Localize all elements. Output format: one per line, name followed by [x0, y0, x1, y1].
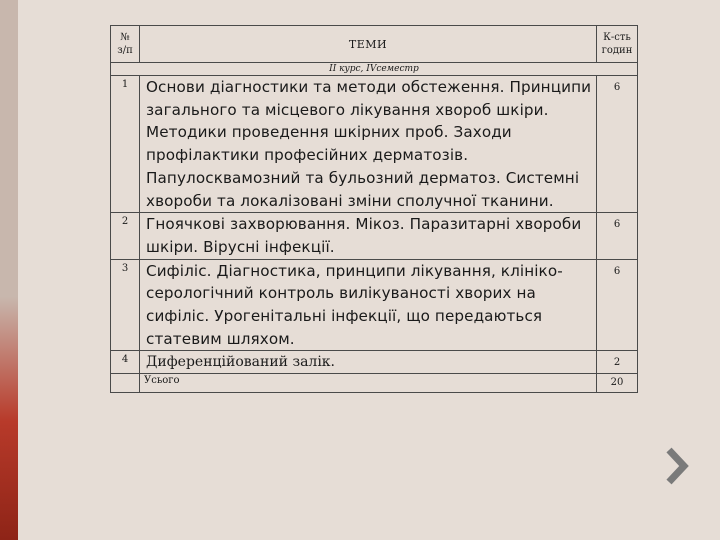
course-semester-label: II курс, IVсеместр — [111, 63, 638, 76]
row-topic: Сифіліс. Діагностика, принципи лікування, клініко-серологічний контроль вилікуваності хворих на сифіліс. Урогенітальні інфекції, що передаються статевим шляхом. — [140, 259, 597, 351]
chevron-right-icon — [664, 446, 690, 486]
header-hours — [597, 26, 638, 63]
row-hours: 6 — [597, 259, 638, 351]
table-row — [111, 351, 638, 374]
table-row — [111, 76, 638, 213]
course-semester-row — [111, 63, 638, 76]
row-topic: Основи діагностики та методи обстеження. Принципи загального та місцевого лікування хвороб шкіри. Методики проведення шкірних проб. Заходи профілактики професійних дерматозів. Папулосквамозний та бульозний дерматоз. Системні хвороби та локалізовані зміни сполучної тканини. — [140, 76, 597, 213]
header-number-line2: з/п — [117, 45, 133, 56]
total-row — [111, 374, 638, 393]
header-number-line1: № — [120, 32, 130, 43]
row-hours: 6 — [597, 76, 638, 213]
row-number: 2 — [111, 213, 140, 259]
header-hours-line1: К-сть — [603, 32, 631, 43]
total-hours: 20 — [597, 374, 638, 393]
header-number — [111, 26, 140, 63]
header-hours-line2: годин — [601, 45, 633, 56]
table-header-row — [111, 26, 638, 63]
row-hours: 2 — [597, 351, 638, 374]
row-hours: 6 — [597, 213, 638, 259]
row-number: 1 — [111, 76, 140, 213]
table-row — [111, 213, 638, 259]
row-topic: Диференційований залік. — [140, 351, 597, 374]
total-number-empty — [111, 374, 140, 393]
header-themes: ТЕМИ — [140, 26, 597, 63]
row-number: 3 — [111, 259, 140, 351]
next-slide-button[interactable] — [664, 446, 690, 486]
row-topic: Гноячкові захворювання. Мікоз. Паразитарні хвороби шкіри. Вірусні інфекції. — [140, 213, 597, 259]
left-accent-stripe — [0, 0, 18, 540]
row-number: 4 — [111, 351, 140, 374]
total-label: Усього — [140, 374, 597, 393]
table-row — [111, 259, 638, 351]
course-topics-table — [110, 25, 638, 393]
